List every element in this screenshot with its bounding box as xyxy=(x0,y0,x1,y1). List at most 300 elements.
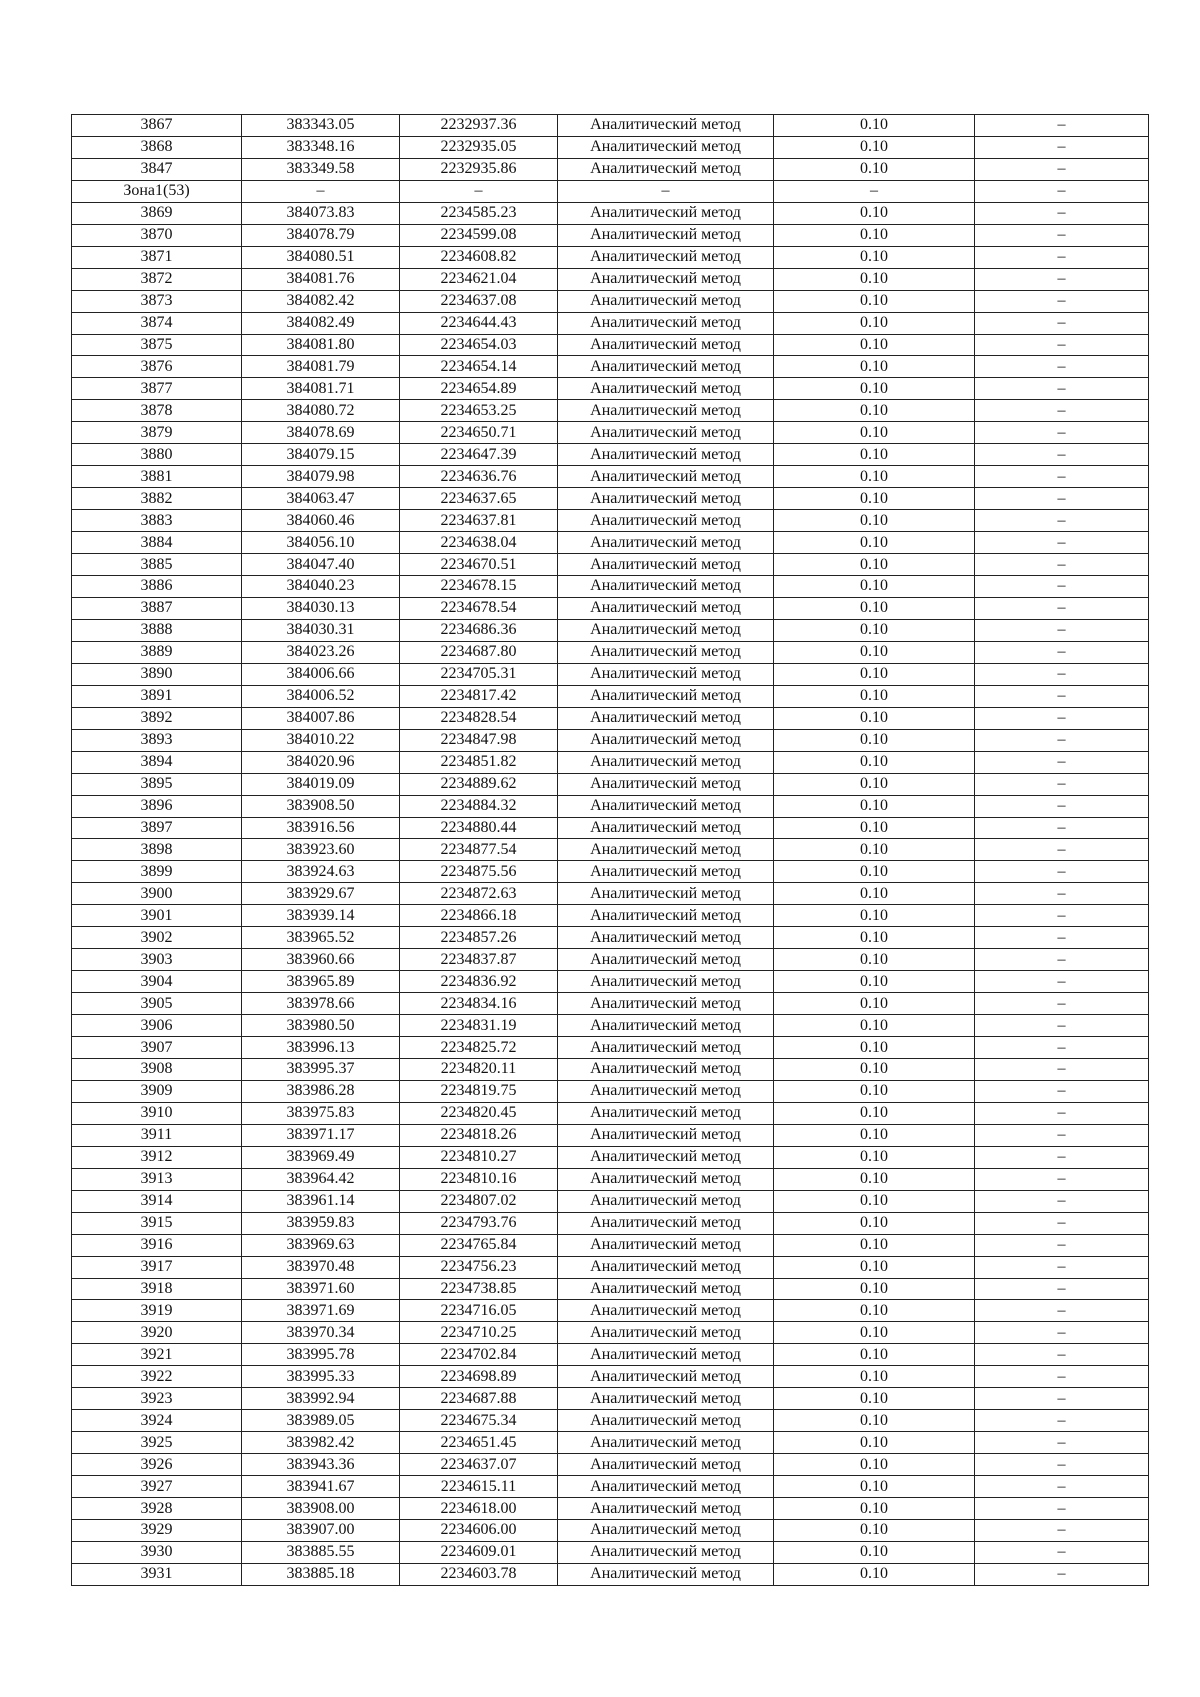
accuracy-cell: 0.10 xyxy=(774,246,975,268)
x-coordinate-cell: 384023.26 xyxy=(242,641,400,663)
y-coordinate-cell: 2234793.76 xyxy=(400,1212,558,1234)
table-row xyxy=(72,1146,1149,1168)
description-cell: – xyxy=(975,576,1149,598)
table-row xyxy=(72,751,1149,773)
point-number-cell: 3911 xyxy=(72,1124,242,1146)
point-number-cell: 3884 xyxy=(72,532,242,554)
description-cell: – xyxy=(975,1563,1149,1585)
y-coordinate-cell: 2234825.72 xyxy=(400,1037,558,1059)
point-number-cell: 3883 xyxy=(72,510,242,532)
x-coordinate-cell: 384030.13 xyxy=(242,597,400,619)
table-row xyxy=(72,1432,1149,1454)
description-cell: – xyxy=(975,971,1149,993)
method-cell: Аналитический метод xyxy=(558,532,774,554)
accuracy-cell: 0.10 xyxy=(774,1124,975,1146)
y-coordinate-cell: 2232935.05 xyxy=(400,136,558,158)
accuracy-cell: 0.10 xyxy=(774,422,975,444)
point-number-cell: 3901 xyxy=(72,905,242,927)
y-coordinate-cell: 2234637.81 xyxy=(400,510,558,532)
description-cell: – xyxy=(975,883,1149,905)
accuracy-cell: 0.10 xyxy=(774,883,975,905)
y-coordinate-cell: 2234686.36 xyxy=(400,619,558,641)
y-coordinate-cell: 2234638.04 xyxy=(400,532,558,554)
accuracy-cell: 0.10 xyxy=(774,817,975,839)
table-row xyxy=(72,641,1149,663)
description-cell: – xyxy=(975,619,1149,641)
accuracy-cell: 0.10 xyxy=(774,532,975,554)
accuracy-cell: 0.10 xyxy=(774,1498,975,1520)
point-number-cell: 3867 xyxy=(72,115,242,137)
point-number-cell: 3909 xyxy=(72,1080,242,1102)
x-coordinate-cell: 383961.14 xyxy=(242,1190,400,1212)
point-number-cell: 3899 xyxy=(72,861,242,883)
point-number-cell: 3919 xyxy=(72,1300,242,1322)
x-coordinate-cell: 384010.22 xyxy=(242,729,400,751)
y-coordinate-cell: 2234819.75 xyxy=(400,1080,558,1102)
description-cell: – xyxy=(975,1498,1149,1520)
x-coordinate-cell: 383978.66 xyxy=(242,993,400,1015)
x-coordinate-cell: 384063.47 xyxy=(242,488,400,510)
y-coordinate-cell: 2234831.19 xyxy=(400,1015,558,1037)
point-number-cell: 3916 xyxy=(72,1234,242,1256)
point-number-cell: 3922 xyxy=(72,1366,242,1388)
point-number-cell: 3879 xyxy=(72,422,242,444)
y-coordinate-cell: 2234810.27 xyxy=(400,1146,558,1168)
table-row xyxy=(72,1080,1149,1102)
table-row xyxy=(72,883,1149,905)
table-row xyxy=(72,378,1149,400)
description-cell: – xyxy=(975,1300,1149,1322)
table-row xyxy=(72,773,1149,795)
table-row xyxy=(72,158,1149,180)
point-number-cell: 3924 xyxy=(72,1410,242,1432)
description-cell: – xyxy=(975,1278,1149,1300)
y-coordinate-cell: 2234678.54 xyxy=(400,597,558,619)
point-number-cell: 3903 xyxy=(72,949,242,971)
description-cell: – xyxy=(975,444,1149,466)
x-coordinate-cell: 384082.49 xyxy=(242,312,400,334)
point-number-cell: 3885 xyxy=(72,554,242,576)
y-coordinate-cell: 2234880.44 xyxy=(400,817,558,839)
accuracy-cell: 0.10 xyxy=(774,619,975,641)
y-coordinate-cell: 2234636.76 xyxy=(400,466,558,488)
method-cell: Аналитический метод xyxy=(558,422,774,444)
x-coordinate-cell: 383982.42 xyxy=(242,1432,400,1454)
description-cell: – xyxy=(975,1344,1149,1366)
description-cell: – xyxy=(975,751,1149,773)
point-number-cell: 3902 xyxy=(72,927,242,949)
accuracy-cell: 0.10 xyxy=(774,334,975,356)
description-cell: – xyxy=(975,334,1149,356)
table-row xyxy=(72,576,1149,598)
table-row xyxy=(72,180,1149,202)
description-cell: – xyxy=(975,1102,1149,1124)
accuracy-cell: 0.10 xyxy=(774,773,975,795)
method-cell: Аналитический метод xyxy=(558,1190,774,1212)
y-coordinate-cell: 2234644.43 xyxy=(400,312,558,334)
y-coordinate-cell: 2234857.26 xyxy=(400,927,558,949)
y-coordinate-cell: 2234687.80 xyxy=(400,641,558,663)
description-cell: – xyxy=(975,1015,1149,1037)
x-coordinate-cell: 383996.13 xyxy=(242,1037,400,1059)
description-cell: – xyxy=(975,817,1149,839)
x-coordinate-cell: 383995.37 xyxy=(242,1058,400,1080)
x-coordinate-cell: 383995.33 xyxy=(242,1366,400,1388)
description-cell: – xyxy=(975,1322,1149,1344)
accuracy-cell: 0.10 xyxy=(774,1454,975,1476)
accuracy-cell: 0.10 xyxy=(774,1541,975,1563)
table-row xyxy=(72,1256,1149,1278)
accuracy-cell: 0.10 xyxy=(774,158,975,180)
x-coordinate-cell: 383959.83 xyxy=(242,1212,400,1234)
y-coordinate-cell: 2234738.85 xyxy=(400,1278,558,1300)
method-cell: Аналитический метод xyxy=(558,905,774,927)
accuracy-cell: 0.10 xyxy=(774,1058,975,1080)
method-cell: Аналитический метод xyxy=(558,1124,774,1146)
accuracy-cell: 0.10 xyxy=(774,707,975,729)
point-number-cell: 3892 xyxy=(72,707,242,729)
accuracy-cell: 0.10 xyxy=(774,444,975,466)
x-coordinate-cell: 383971.60 xyxy=(242,1278,400,1300)
method-cell: Аналитический метод xyxy=(558,1322,774,1344)
x-coordinate-cell: 383970.34 xyxy=(242,1322,400,1344)
table-row xyxy=(72,817,1149,839)
y-coordinate-cell: 2234756.23 xyxy=(400,1256,558,1278)
description-cell: – xyxy=(975,1388,1149,1410)
y-coordinate-cell: 2234810.16 xyxy=(400,1168,558,1190)
point-number-cell: 3898 xyxy=(72,839,242,861)
y-coordinate-cell: 2234875.56 xyxy=(400,861,558,883)
accuracy-cell: 0.10 xyxy=(774,1432,975,1454)
accuracy-cell: 0.10 xyxy=(774,1410,975,1432)
point-number-cell: 3872 xyxy=(72,268,242,290)
method-cell: Аналитический метод xyxy=(558,1344,774,1366)
table-row xyxy=(72,554,1149,576)
y-coordinate-cell: – xyxy=(400,180,558,202)
point-number-cell: 3900 xyxy=(72,883,242,905)
accuracy-cell: 0.10 xyxy=(774,685,975,707)
table-row xyxy=(72,597,1149,619)
accuracy-cell: 0.10 xyxy=(774,641,975,663)
x-coordinate-cell: 383986.28 xyxy=(242,1080,400,1102)
description-cell: – xyxy=(975,202,1149,224)
method-cell: Аналитический метод xyxy=(558,224,774,246)
table-row xyxy=(72,619,1149,641)
table-row xyxy=(72,1037,1149,1059)
table-row xyxy=(72,861,1149,883)
description-cell: – xyxy=(975,554,1149,576)
accuracy-cell: 0.10 xyxy=(774,1080,975,1102)
x-coordinate-cell: 383992.94 xyxy=(242,1388,400,1410)
y-coordinate-cell: 2232937.36 xyxy=(400,115,558,137)
coordinates-table xyxy=(71,114,1149,1586)
description-cell: – xyxy=(975,378,1149,400)
accuracy-cell: 0.10 xyxy=(774,1256,975,1278)
method-cell: Аналитический метод xyxy=(558,795,774,817)
accuracy-cell: 0.10 xyxy=(774,510,975,532)
accuracy-cell: 0.10 xyxy=(774,1300,975,1322)
description-cell: – xyxy=(975,1454,1149,1476)
method-cell: Аналитический метод xyxy=(558,663,774,685)
method-cell: Аналитический метод xyxy=(558,1015,774,1037)
description-cell: – xyxy=(975,1168,1149,1190)
table-row xyxy=(72,707,1149,729)
method-cell: Аналитический метод xyxy=(558,1366,774,1388)
description-cell: – xyxy=(975,1080,1149,1102)
accuracy-cell: 0.10 xyxy=(774,993,975,1015)
x-coordinate-cell: 383964.42 xyxy=(242,1168,400,1190)
table-row xyxy=(72,115,1149,137)
point-number-cell: 3895 xyxy=(72,773,242,795)
method-cell: Аналитический метод xyxy=(558,202,774,224)
point-number-cell: 3907 xyxy=(72,1037,242,1059)
y-coordinate-cell: 2234765.84 xyxy=(400,1234,558,1256)
x-coordinate-cell: 383929.67 xyxy=(242,883,400,905)
method-cell: Аналитический метод xyxy=(558,619,774,641)
table-row xyxy=(72,1410,1149,1432)
table-row xyxy=(72,1102,1149,1124)
y-coordinate-cell: 2234847.98 xyxy=(400,729,558,751)
point-number-cell: 3878 xyxy=(72,400,242,422)
table-row xyxy=(72,422,1149,444)
table-row xyxy=(72,685,1149,707)
table-row xyxy=(72,510,1149,532)
method-cell: Аналитический метод xyxy=(558,1212,774,1234)
accuracy-cell: 0.10 xyxy=(774,663,975,685)
description-cell: – xyxy=(975,268,1149,290)
x-coordinate-cell: 384080.72 xyxy=(242,400,400,422)
x-coordinate-cell: 384078.69 xyxy=(242,422,400,444)
table-row xyxy=(72,1541,1149,1563)
method-cell: Аналитический метод xyxy=(558,773,774,795)
point-number-cell: 3873 xyxy=(72,290,242,312)
table-row xyxy=(72,663,1149,685)
y-coordinate-cell: 2234599.08 xyxy=(400,224,558,246)
description-cell: – xyxy=(975,312,1149,334)
table-row xyxy=(72,1498,1149,1520)
accuracy-cell: 0.10 xyxy=(774,597,975,619)
point-number-cell: 3912 xyxy=(72,1146,242,1168)
accuracy-cell: 0.10 xyxy=(774,290,975,312)
method-cell: Аналитический метод xyxy=(558,1410,774,1432)
x-coordinate-cell: 383885.18 xyxy=(242,1563,400,1585)
method-cell: Аналитический метод xyxy=(558,378,774,400)
y-coordinate-cell: 2234877.54 xyxy=(400,839,558,861)
accuracy-cell: 0.10 xyxy=(774,729,975,751)
point-number-cell: 3888 xyxy=(72,619,242,641)
table-row xyxy=(72,1476,1149,1498)
y-coordinate-cell: 2234647.39 xyxy=(400,444,558,466)
point-number-cell: 3914 xyxy=(72,1190,242,1212)
point-number-cell: 3921 xyxy=(72,1344,242,1366)
y-coordinate-cell: 2234637.08 xyxy=(400,290,558,312)
table-row xyxy=(72,466,1149,488)
method-cell: Аналитический метод xyxy=(558,466,774,488)
point-number-cell: 3868 xyxy=(72,136,242,158)
table-row xyxy=(72,224,1149,246)
method-cell: Аналитический метод xyxy=(558,576,774,598)
accuracy-cell: 0.10 xyxy=(774,1037,975,1059)
accuracy-cell: 0.10 xyxy=(774,488,975,510)
y-coordinate-cell: 2234654.14 xyxy=(400,356,558,378)
accuracy-cell: 0.10 xyxy=(774,795,975,817)
y-coordinate-cell: 2234872.63 xyxy=(400,883,558,905)
method-cell: Аналитический метод xyxy=(558,1388,774,1410)
description-cell: – xyxy=(975,1541,1149,1563)
point-number-cell: 3929 xyxy=(72,1520,242,1542)
point-number-cell: 3894 xyxy=(72,751,242,773)
accuracy-cell: 0.10 xyxy=(774,576,975,598)
y-coordinate-cell: 2234884.32 xyxy=(400,795,558,817)
x-coordinate-cell: 384007.86 xyxy=(242,707,400,729)
accuracy-cell: 0.10 xyxy=(774,1563,975,1585)
accuracy-cell: 0.10 xyxy=(774,1146,975,1168)
y-coordinate-cell: 2234817.42 xyxy=(400,685,558,707)
method-cell: Аналитический метод xyxy=(558,729,774,751)
method-cell: Аналитический метод xyxy=(558,400,774,422)
point-number-cell: 3920 xyxy=(72,1322,242,1344)
x-coordinate-cell: 383924.63 xyxy=(242,861,400,883)
y-coordinate-cell: 2232935.86 xyxy=(400,158,558,180)
table-row xyxy=(72,356,1149,378)
method-cell: Аналитический метод xyxy=(558,861,774,883)
method-cell: Аналитический метод xyxy=(558,488,774,510)
method-cell: Аналитический метод xyxy=(558,949,774,971)
point-number-cell: 3923 xyxy=(72,1388,242,1410)
method-cell: Аналитический метод xyxy=(558,136,774,158)
method-cell: Аналитический метод xyxy=(558,1168,774,1190)
table-row xyxy=(72,400,1149,422)
method-cell: Аналитический метод xyxy=(558,1476,774,1498)
point-number-cell: 3917 xyxy=(72,1256,242,1278)
method-cell: Аналитический метод xyxy=(558,246,774,268)
method-cell: Аналитический метод xyxy=(558,839,774,861)
accuracy-cell: 0.10 xyxy=(774,1015,975,1037)
x-coordinate-cell: 384080.51 xyxy=(242,246,400,268)
description-cell: – xyxy=(975,993,1149,1015)
description-cell: – xyxy=(975,839,1149,861)
accuracy-cell: 0.10 xyxy=(774,400,975,422)
point-number-cell: Зона1(53) xyxy=(72,180,242,202)
accuracy-cell: 0.10 xyxy=(774,356,975,378)
x-coordinate-cell: 383908.00 xyxy=(242,1498,400,1520)
method-cell: Аналитический метод xyxy=(558,1520,774,1542)
table-row xyxy=(72,136,1149,158)
table-row xyxy=(72,1058,1149,1080)
point-number-cell: 3928 xyxy=(72,1498,242,1520)
x-coordinate-cell: 384040.23 xyxy=(242,576,400,598)
point-number-cell: 3910 xyxy=(72,1102,242,1124)
description-cell: – xyxy=(975,1432,1149,1454)
x-coordinate-cell: 384073.83 xyxy=(242,202,400,224)
accuracy-cell: 0.10 xyxy=(774,554,975,576)
table-row xyxy=(72,444,1149,466)
y-coordinate-cell: 2234837.87 xyxy=(400,949,558,971)
x-coordinate-cell: 383975.83 xyxy=(242,1102,400,1124)
y-coordinate-cell: 2234698.89 xyxy=(400,1366,558,1388)
x-coordinate-cell: 384056.10 xyxy=(242,532,400,554)
method-cell: Аналитический метод xyxy=(558,993,774,1015)
x-coordinate-cell: 383995.78 xyxy=(242,1344,400,1366)
accuracy-cell: 0.10 xyxy=(774,1190,975,1212)
description-cell: – xyxy=(975,158,1149,180)
description-cell: – xyxy=(975,707,1149,729)
table-row xyxy=(72,1388,1149,1410)
y-coordinate-cell: 2234716.05 xyxy=(400,1300,558,1322)
method-cell: Аналитический метод xyxy=(558,1256,774,1278)
point-number-cell: 3913 xyxy=(72,1168,242,1190)
method-cell: Аналитический метод xyxy=(558,641,774,663)
accuracy-cell: 0.10 xyxy=(774,751,975,773)
x-coordinate-cell: 384081.79 xyxy=(242,356,400,378)
accuracy-cell: 0.10 xyxy=(774,136,975,158)
method-cell: Аналитический метод xyxy=(558,927,774,949)
x-coordinate-cell: 383939.14 xyxy=(242,905,400,927)
y-coordinate-cell: 2234675.34 xyxy=(400,1410,558,1432)
point-number-cell: 3887 xyxy=(72,597,242,619)
description-cell: – xyxy=(975,510,1149,532)
x-coordinate-cell: 383885.55 xyxy=(242,1541,400,1563)
method-cell: Аналитический метод xyxy=(558,707,774,729)
y-coordinate-cell: 2234678.15 xyxy=(400,576,558,598)
table-row xyxy=(72,1322,1149,1344)
x-coordinate-cell: 383348.16 xyxy=(242,136,400,158)
table-row xyxy=(72,729,1149,751)
method-cell: Аналитический метод xyxy=(558,1454,774,1476)
description-cell: – xyxy=(975,1037,1149,1059)
method-cell: Аналитический метод xyxy=(558,1080,774,1102)
x-coordinate-cell: 383969.49 xyxy=(242,1146,400,1168)
table-row xyxy=(72,1563,1149,1585)
accuracy-cell: 0.10 xyxy=(774,202,975,224)
x-coordinate-cell: 384060.46 xyxy=(242,510,400,532)
point-number-cell: 3870 xyxy=(72,224,242,246)
method-cell: Аналитический метод xyxy=(558,685,774,707)
y-coordinate-cell: 2234609.01 xyxy=(400,1541,558,1563)
y-coordinate-cell: 2234889.62 xyxy=(400,773,558,795)
method-cell: Аналитический метод xyxy=(558,883,774,905)
table-row xyxy=(72,1366,1149,1388)
description-cell: – xyxy=(975,488,1149,510)
y-coordinate-cell: 2234651.45 xyxy=(400,1432,558,1454)
table-row xyxy=(72,1234,1149,1256)
x-coordinate-cell: 383989.05 xyxy=(242,1410,400,1432)
x-coordinate-cell: 384081.76 xyxy=(242,268,400,290)
y-coordinate-cell: 2234618.00 xyxy=(400,1498,558,1520)
method-cell: Аналитический метод xyxy=(558,1058,774,1080)
table-row xyxy=(72,1278,1149,1300)
method-cell: Аналитический метод xyxy=(558,1234,774,1256)
method-cell: Аналитический метод xyxy=(558,268,774,290)
point-number-cell: 3906 xyxy=(72,1015,242,1037)
y-coordinate-cell: 2234653.25 xyxy=(400,400,558,422)
x-coordinate-cell: 383941.67 xyxy=(242,1476,400,1498)
y-coordinate-cell: 2234866.18 xyxy=(400,905,558,927)
accuracy-cell: 0.10 xyxy=(774,971,975,993)
x-coordinate-cell: 383971.69 xyxy=(242,1300,400,1322)
accuracy-cell: – xyxy=(774,180,975,202)
table-body xyxy=(72,115,1149,1586)
y-coordinate-cell: 2234807.02 xyxy=(400,1190,558,1212)
point-number-cell: 3893 xyxy=(72,729,242,751)
point-number-cell: 3925 xyxy=(72,1432,242,1454)
x-coordinate-cell: 383980.50 xyxy=(242,1015,400,1037)
table-row xyxy=(72,1212,1149,1234)
accuracy-cell: 0.10 xyxy=(774,1102,975,1124)
accuracy-cell: 0.10 xyxy=(774,312,975,334)
method-cell: Аналитический метод xyxy=(558,1278,774,1300)
method-cell: Аналитический метод xyxy=(558,158,774,180)
